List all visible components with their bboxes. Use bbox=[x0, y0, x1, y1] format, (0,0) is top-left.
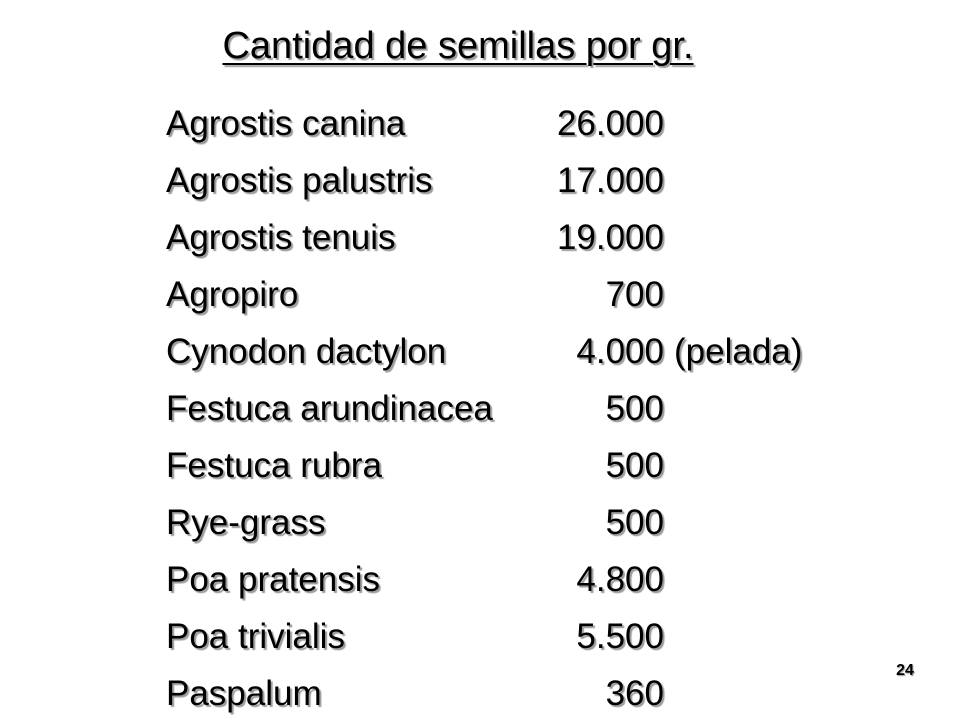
seeds-per-gram: 4.800 bbox=[576, 560, 664, 599]
value-note bbox=[664, 494, 802, 551]
value-note bbox=[664, 266, 802, 323]
table-row bbox=[166, 209, 802, 266]
value-note bbox=[664, 551, 802, 608]
table-row bbox=[166, 152, 802, 209]
value-note: (pelada) bbox=[674, 332, 803, 371]
value-note bbox=[664, 209, 802, 266]
seed-count-table bbox=[166, 95, 802, 722]
table-row bbox=[166, 323, 802, 380]
value-note bbox=[664, 380, 802, 437]
species-name: Agrostis canina bbox=[166, 104, 406, 143]
seeds-per-gram: 500 bbox=[605, 503, 664, 542]
seeds-per-gram: 4.000 bbox=[576, 332, 664, 371]
species-name: Poa trivialis bbox=[166, 617, 345, 656]
seeds-per-gram: 500 bbox=[605, 446, 664, 485]
species-name: Agropiro bbox=[166, 275, 299, 314]
species-name: Festuca arundinacea bbox=[166, 389, 493, 428]
table-row bbox=[166, 437, 802, 494]
seeds-per-gram: 5.500 bbox=[576, 617, 664, 656]
seeds-per-gram: 360 bbox=[605, 674, 664, 713]
seeds-per-gram: 500 bbox=[605, 389, 664, 428]
table-row bbox=[166, 95, 802, 152]
species-name: Festuca rubra bbox=[166, 446, 382, 485]
table-row bbox=[166, 380, 802, 437]
species-name: Paspalum bbox=[166, 674, 322, 713]
seeds-per-gram: 19.000 bbox=[556, 218, 664, 257]
table-row bbox=[166, 494, 802, 551]
seeds-per-gram: 26.000 bbox=[556, 104, 664, 143]
value-note bbox=[664, 665, 802, 722]
species-name: Agrostis palustris bbox=[166, 161, 433, 200]
page-number: 24 bbox=[896, 662, 914, 679]
species-name: Poa pratensis bbox=[166, 560, 381, 599]
value-note bbox=[664, 437, 802, 494]
table-row bbox=[166, 665, 802, 722]
species-name: Rye-grass bbox=[166, 503, 326, 542]
seeds-per-gram: 17.000 bbox=[556, 161, 664, 200]
table-row bbox=[166, 608, 802, 665]
value-note bbox=[664, 608, 802, 665]
species-name: Cynodon dactylon bbox=[166, 332, 447, 371]
species-name: Agrostis tenuis bbox=[166, 218, 396, 257]
table-row bbox=[166, 551, 802, 608]
value-note bbox=[664, 152, 802, 209]
value-note bbox=[664, 95, 802, 152]
slide-title: Cantidad de semillas por gr. bbox=[222, 25, 694, 67]
seeds-per-gram: 700 bbox=[605, 275, 664, 314]
table-row bbox=[166, 266, 802, 323]
